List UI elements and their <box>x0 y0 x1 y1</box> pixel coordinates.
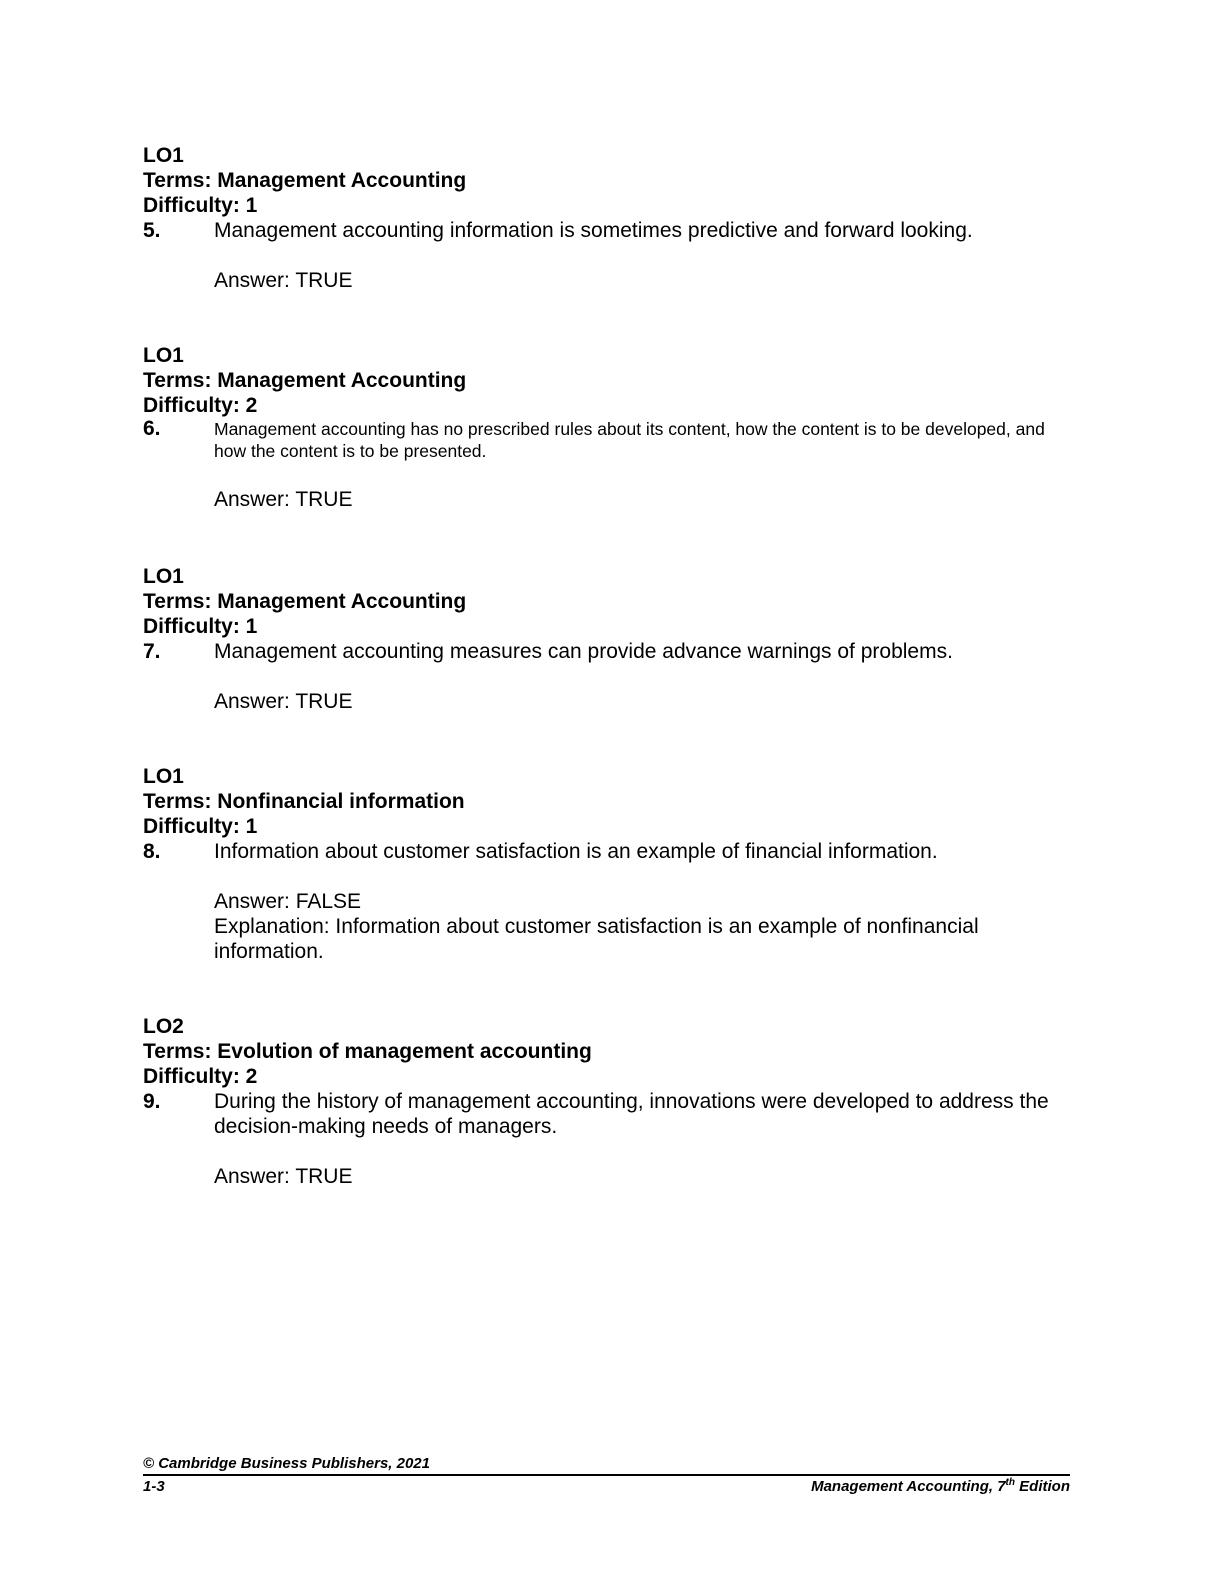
page-number: 1-3 <box>143 1478 165 1495</box>
learning-objective: LO1 <box>143 565 184 588</box>
question-block <box>143 343 1063 512</box>
question-row <box>143 418 1063 462</box>
question-block <box>143 143 1063 293</box>
book-title-text: Management Accounting, 7 <box>811 1478 1006 1495</box>
question-number: 9. <box>143 1090 161 1113</box>
question-row <box>143 839 1063 864</box>
learning-objective: LO2 <box>143 1015 184 1038</box>
answer-block <box>214 889 1063 964</box>
question-difficulty: Difficulty: 2 <box>143 394 258 417</box>
book-title <box>811 1477 1070 1497</box>
learning-objective: LO1 <box>143 765 184 788</box>
question-terms: Terms: Evolution of management accounting <box>143 1040 592 1063</box>
answer-text: Answer: TRUE <box>214 690 353 713</box>
question-difficulty: Difficulty: 1 <box>143 194 258 217</box>
question-text: Information about customer satisfaction is an example of financial information. <box>214 840 938 863</box>
question-block <box>143 564 1063 714</box>
answer-block <box>214 487 1063 512</box>
answer-text: Answer: TRUE <box>214 1165 353 1188</box>
question-number: 7. <box>143 640 161 663</box>
question-text: Management accounting has no prescribed rules about its content, how the content is to be developed, and how the content is to be presented. <box>214 419 1045 461</box>
question-block <box>143 1014 1063 1189</box>
edition-superscript: th <box>1005 1477 1015 1488</box>
page-footer <box>143 1455 1070 1497</box>
question-number: 6. <box>143 417 161 440</box>
question-text: During the history of management accounting, innovations were developed to address the decision-making needs of managers. <box>214 1090 1049 1138</box>
learning-objective: LO1 <box>143 344 184 367</box>
explanation-text: Explanation: Information about customer satisfaction is an example of nonfinancial information. <box>214 915 979 963</box>
question-difficulty: Difficulty: 1 <box>143 615 258 638</box>
answer-block <box>214 689 1063 714</box>
question-terms: Terms: Management Accounting <box>143 590 467 613</box>
learning-objective: LO1 <box>143 144 184 167</box>
footer-divider <box>143 1474 1070 1476</box>
question-block <box>143 764 1063 964</box>
answer-block <box>214 268 1063 293</box>
copyright-notice: © Cambridge Business Publishers, 2021 <box>143 1455 430 1472</box>
question-difficulty: Difficulty: 1 <box>143 815 258 838</box>
question-number: 5. <box>143 219 161 242</box>
question-row <box>143 218 1063 243</box>
answer-text: Answer: TRUE <box>214 269 353 292</box>
question-number: 8. <box>143 840 161 863</box>
answer-text: Answer: TRUE <box>214 488 353 511</box>
question-terms: Terms: Management Accounting <box>143 369 467 392</box>
question-text: Management accounting measures can provide advance warnings of problems. <box>214 640 953 663</box>
question-terms: Terms: Nonfinancial information <box>143 790 465 813</box>
footer-bottom-row <box>143 1477 1070 1497</box>
answer-text: Answer: FALSE <box>214 890 362 913</box>
answer-block <box>214 1164 1063 1189</box>
question-terms: Terms: Management Accounting <box>143 169 467 192</box>
edition-word: Edition <box>1015 1478 1070 1495</box>
question-row <box>143 1089 1063 1139</box>
question-text: Management accounting information is sometimes predictive and forward looking. <box>214 219 973 242</box>
question-difficulty: Difficulty: 2 <box>143 1065 258 1088</box>
question-row <box>143 639 1063 664</box>
